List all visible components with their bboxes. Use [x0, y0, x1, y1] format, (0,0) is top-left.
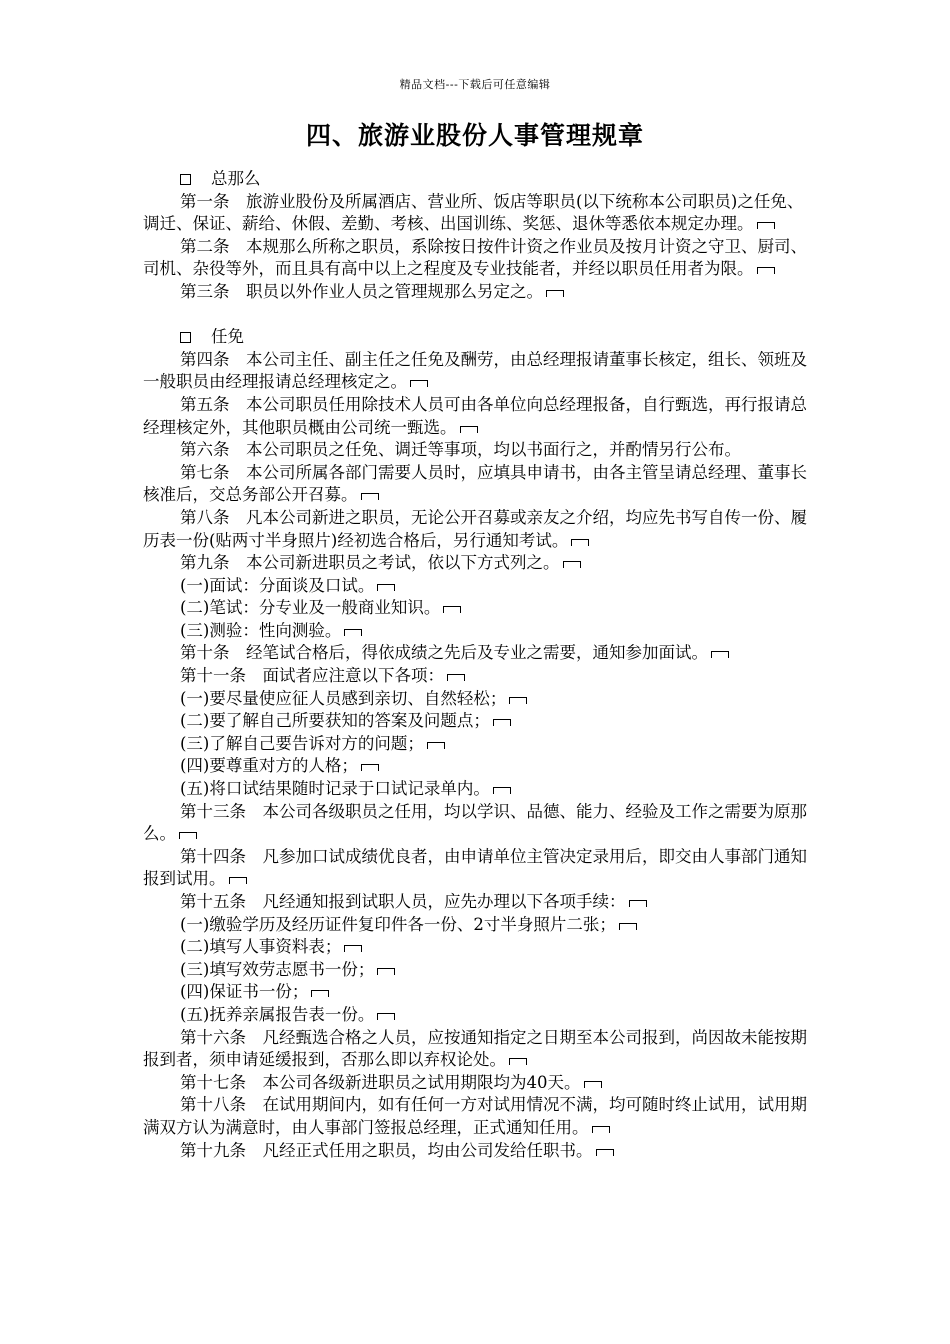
article-text: 第十一条 面试者应注意以下各项： [180, 666, 444, 686]
paragraph-mark-icon [344, 945, 362, 952]
article-text: 第十七条 本公司各级新进职员之试用期限均为40天。 [180, 1072, 581, 1092]
paragraph-mark-icon [563, 561, 581, 568]
paragraph-mark-icon [493, 719, 511, 726]
list-item-text: (一)要尽量使应征人员感到亲切、自然轻松； [180, 688, 507, 708]
article-text: 第七条 本公司所属各部门需要人员时，应填具申请书，由各主管呈请总经理、董事长核准后，交总务部公开召募。 [143, 462, 807, 505]
paragraph-mark-icon [757, 222, 775, 229]
article-text: 第十五条 凡经通知报到试职人员，应先办理以下各项手续： [180, 892, 626, 911]
list-item [143, 778, 813, 801]
list-item-text: (三)填写效劳志愿书一份； [180, 959, 375, 979]
paragraph-mark-icon [592, 1126, 610, 1133]
article-text: 第四条 本公司主任、副主任之任免及酬劳，由总经理报请董事长核定，组长、领班及一般职员由经理报请总经理核定之。 [143, 349, 807, 392]
article-19 [143, 1140, 813, 1163]
list-item [143, 1004, 813, 1027]
list-item-text: (五)抚养亲属报告表一份。 [180, 1004, 375, 1024]
paragraph-mark-icon [493, 787, 511, 794]
list-item [143, 936, 813, 959]
section-heading-label: 总那么 [211, 169, 261, 188]
list-item [143, 597, 813, 620]
article-text: 第六条 本公司职员之任免、调迁等事项，均以书面行之，并酌情另行公布。 [180, 440, 741, 460]
list-item-text: (四)要尊重对方的人格； [180, 756, 358, 776]
paragraph-mark-icon [311, 990, 329, 997]
list-item-text: (一)面试：分面谈及口试。 [180, 575, 375, 595]
blank-line [143, 304, 813, 327]
paragraph-mark-icon [546, 290, 564, 297]
article-17 [143, 1072, 813, 1095]
paragraph-mark-icon [361, 764, 379, 771]
section-heading-general [143, 168, 813, 191]
list-item [143, 710, 813, 733]
article-text: 第十四条 凡参加口试成绩优良者，由申请单位主管决定录用后，即交由人事部门通知报到试用。 [143, 846, 807, 889]
list-item-text: (五)将口试结果随时记录于口试记录单内。 [180, 779, 490, 799]
paragraph-mark-icon [377, 1013, 395, 1020]
article-5 [143, 394, 813, 439]
paragraph-mark-icon [344, 629, 362, 636]
article-text: 第十三条 本公司各级职员之任用，均以学识、品德、能力、经验及工作之需要为原那么。 [143, 801, 807, 844]
article-14 [143, 846, 813, 891]
article-11 [143, 665, 813, 688]
document-body [143, 168, 813, 1162]
paragraph-mark-icon [596, 1149, 614, 1156]
list-item [143, 755, 813, 778]
list-item [143, 688, 813, 711]
paragraph-mark-icon [757, 267, 775, 274]
list-item-text: (二)填写人事资料表； [180, 937, 342, 957]
article-2 [143, 236, 813, 281]
paragraph-mark-icon [410, 380, 428, 387]
document-title: 四、旅游业股份人事管理规章 [305, 121, 644, 150]
article-15 [143, 891, 813, 914]
article-7 [143, 462, 813, 507]
article-6 [143, 439, 813, 462]
article-10 [143, 642, 813, 665]
list-item-text: (三)测验：性向测验。 [180, 620, 342, 640]
article-13 [143, 801, 813, 846]
section-heading-label: 任免 [211, 327, 244, 347]
list-item [143, 575, 813, 598]
paragraph-mark-icon [377, 584, 395, 591]
paragraph-mark-icon [629, 900, 647, 907]
list-item [143, 959, 813, 982]
article-18 [143, 1094, 813, 1139]
paragraph-mark-icon [361, 493, 379, 500]
list-item-text: (二)要了解自己所要获知的答案及问题点； [180, 711, 490, 731]
paragraph-mark-icon [509, 697, 527, 704]
paragraph-mark-icon [377, 968, 395, 975]
article-8 [143, 507, 813, 552]
article-text: 第十条 经笔试合格后，得依成绩之先后及专业之需要，通知参加面试。 [180, 643, 708, 663]
paragraph-mark-icon [447, 674, 465, 681]
paragraph-mark-icon [619, 923, 637, 930]
article-text: 第二条 本规那么所称之职员，系除按日按件计资之作业员及按月计资之守卫、厨司、司机、杂役等外，而且具有高中以上之程度及专业技能者，并经以职员任用者为限。 [143, 236, 807, 279]
paragraph-mark-icon [571, 539, 589, 546]
list-item [143, 620, 813, 643]
paragraph-mark-icon [460, 426, 478, 433]
paragraph-mark-icon [711, 651, 729, 658]
checkbox-square-icon [180, 332, 191, 343]
section-heading-appointment [143, 326, 813, 349]
article-text: 第十九条 凡经正式任用之职员，均由公司发给任职书。 [180, 1140, 593, 1160]
article-9 [143, 552, 813, 575]
paragraph-mark-icon [179, 832, 197, 839]
article-text: 第一条 旅游业股份及所属酒店、营业所、饭店等职员(以下统称本公司职员)之任免、调迁、保证、薪给、休假、差勤、考核、出国训练、奖惩、退休等悉依本规定办理。 [143, 191, 804, 234]
article-1 [143, 191, 813, 236]
paragraph-mark-icon [229, 877, 247, 884]
article-3 [143, 281, 813, 304]
list-item [143, 981, 813, 1004]
article-text: 第九条 本公司新进职员之考试，依以下方式列之。 [180, 553, 560, 573]
article-16 [143, 1027, 813, 1072]
article-text: 第五条 本公司职员任用除技术人员可由各单位向总经理报备，自行甄选，再行报请总经理核定外，其他职员概由公司统一甄选。 [143, 394, 807, 437]
page-header: 精品文档---下载后可任意编辑 [399, 78, 551, 91]
paragraph-mark-icon [443, 606, 461, 613]
list-item-text: (二)笔试：分专业及一般商业知识。 [180, 598, 441, 618]
list-item [143, 733, 813, 756]
article-text: 第十六条 凡经甄选合格之人员，应按通知指定之日期至本公司报到，尚因故未能按期报到者，须申请延缓报到，否那么即以弃权论处。 [143, 1027, 807, 1070]
article-text: 第三条 职员以外作业人员之管理规那么另定之。 [180, 281, 543, 301]
article-text: 第八条 凡本公司新进之职员，无论公开召募或亲友之介绍，均应先书写自传一份、履历表一份(贴两寸半身照片)经初选合格后，另行通知考试。 [143, 507, 807, 550]
list-item-text: (三)了解自己要告诉对方的问题； [180, 733, 424, 753]
paragraph-mark-icon [509, 1058, 527, 1065]
checkbox-square-icon [180, 174, 191, 185]
article-4 [143, 349, 813, 394]
paragraph-mark-icon [427, 742, 445, 749]
list-item-text: (四)保证书一份； [180, 982, 309, 1002]
list-item-text: (一)缴验学历及经历证件复印件各一份、2寸半身照片二张； [180, 914, 616, 934]
article-text: 第十八条 在试用期间内，如有任何一方对试用情况不满，均可随时终止试用，试用期满双方认为满意时，由人事部门签报总经理，正式通知任用。 [143, 1095, 807, 1137]
list-item [143, 914, 813, 937]
paragraph-mark-icon [584, 1081, 602, 1088]
